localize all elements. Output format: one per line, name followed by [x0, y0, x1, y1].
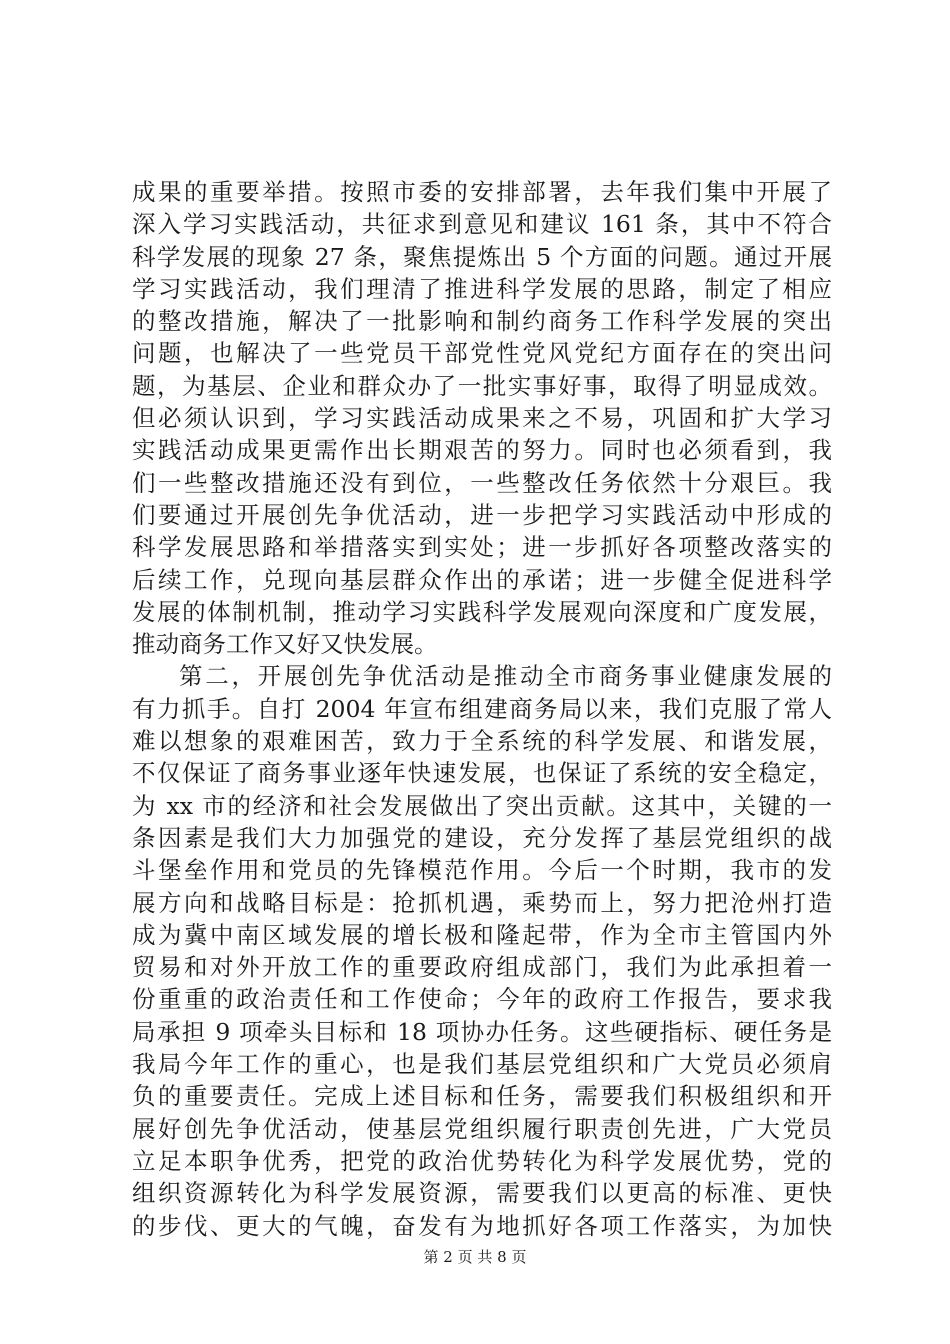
text-line: 成果的重要举措。按照市委的安排部署，去年我们集中开展了 — [132, 178, 832, 206]
text-line: 后续工作，兑现向基层群众作出的承诺；进一步健全促进科学 — [132, 565, 832, 594]
text-line: 们一些整改措施还没有到位，一些整改任务依然十分艰巨。我 — [132, 468, 832, 497]
text-line: 发展的体制机制，推动学习实践科学发展观向深度和广度发展， — [132, 597, 832, 626]
paragraph-end-line: 推动商务工作又好又快发展。 — [132, 630, 438, 659]
text-line: 但必须认识到，学习实践活动成果来之不易，巩固和扩大学习 — [132, 404, 832, 433]
text-line: 成为冀中南区域发展的增长极和隆起带，作为全市主管国内外 — [132, 920, 832, 949]
text-line: 难以想象的艰难困苦，致力于全系统的科学发展、和谐发展， — [132, 727, 832, 756]
text-line: 份重重的政治责任和工作使命；今年的政府工作报告，要求我 — [132, 985, 832, 1014]
text-line: 们要通过开展创先争优活动，进一步把学习实践活动中形成的 — [132, 500, 832, 529]
text-line: 展好创先争优活动，使基层党组织履行职责创先进，广大党员 — [132, 1114, 832, 1143]
text-line: 深入学习实践活动，共征求到意见和建议 161 条，其中不符合 — [132, 210, 832, 239]
text-line: 学习实践活动，我们理清了推进科学发展的思路，制定了相应 — [132, 274, 832, 303]
text-line: 局承担 9 项牵头目标和 18 项协办任务。这些硬指标、硬任务是 — [132, 1017, 832, 1046]
text-line: 我局今年工作的重心，也是我们基层党组织和广大党员必须肩 — [132, 1050, 832, 1079]
page-footer: 第 2 页 共 8 页 — [423, 1248, 527, 1266]
text-line: 条因素是我们大力加强党的建设，充分发挥了基层党组织的战 — [132, 823, 832, 852]
text-line: 有力抓手。自打 2004 年宣布组建商务局以来，我们克服了常人 — [132, 694, 832, 723]
text-line: 题，为基层、企业和群众办了一批实事好事，取得了明显成效。 — [132, 371, 832, 400]
text-line: 贸易和对外开放工作的重要政府组成部门，我们为此承担着一 — [132, 953, 832, 982]
text-line: 组织资源转化为科学发展资源，需要我们以更高的标准、更快 — [132, 1179, 832, 1208]
paragraph-start-line: 第二，开展创先争优活动是推动全市商务事业健康发展的 — [179, 662, 832, 691]
text-line: 科学发展的现象 27 条，聚焦提炼出 5 个方面的问题。通过开展 — [132, 242, 832, 271]
text-line: 实践活动成果更需作出长期艰苦的努力。同时也必须看到，我 — [132, 436, 832, 465]
text-line: 为 xx 市的经济和社会发展做出了突出贡献。这其中，关键的一 — [132, 791, 832, 820]
text-line: 立足本职争优秀，把党的政治优势转化为科学发展优势，党的 — [132, 1146, 832, 1175]
text-line: 科学发展思路和举措落实到实处；进一步抓好各项整改落实的 — [132, 533, 832, 562]
text-line: 的步伐、更大的气魄，奋发有为地抓好各项工作落实，为加快 — [132, 1211, 832, 1240]
document-body — [132, 176, 832, 1242]
text-line: 的整改措施，解决了一批影响和制约商务工作科学发展的突出 — [132, 307, 832, 336]
text-line: 问题，也解决了一些党员干部党性党风党纪方面存在的突出问 — [132, 339, 832, 368]
text-line: 负的重要责任。完成上述目标和任务，需要我们积极组织和开 — [132, 1082, 832, 1111]
text-line: 不仅保证了商务事业逐年快速发展，也保证了系统的安全稳定， — [132, 759, 832, 788]
text-line: 斗堡垒作用和党员的先锋模范作用。今后一个时期，我市的发 — [132, 856, 832, 885]
text-line: 展方向和战略目标是：抢抓机遇，乘势而上，努力把沧州打造 — [132, 888, 832, 917]
